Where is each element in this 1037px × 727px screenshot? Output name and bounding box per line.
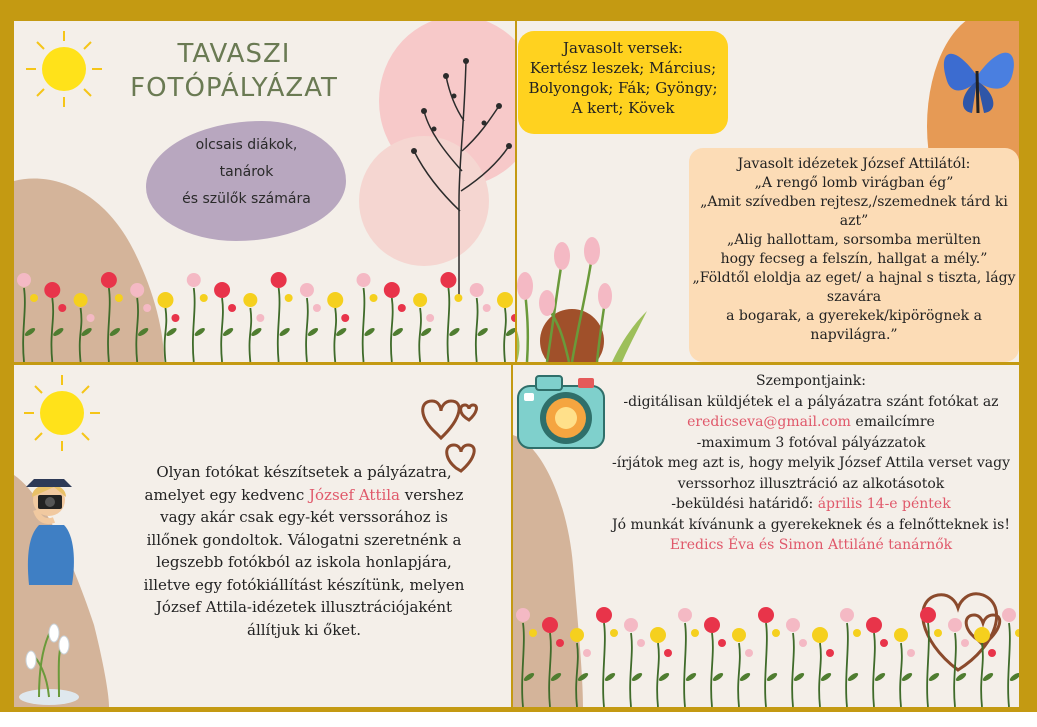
signature: Eredics Éva és Simon Attiláné tanárnők [669, 537, 953, 553]
criteria-text: Szempontjaink: -digitálisan küldjétek el a pályázatra szánt fotókat az eredicseva@gmail.com emailcímre -maximum 3 fotóval pályázzatok -írjátok meg azt is, hogy melyik József Attila verset vagy verssorhoz illusztráció az alkotásotok -beküldési határidő: április 14-e péntek Jó munkát kívánunk a gyerekeknek és a felnőtteknek is! Eredics Éva és Simon Attiláné tanárnők [601, 371, 1019, 556]
panel-title [14, 21, 515, 362]
contest-title: TAVASZI FOTÓPÁLYÁZAT [130, 39, 338, 103]
camera-icon [516, 368, 608, 454]
deadline: április 14-e péntek [817, 496, 951, 512]
tulips-icon [517, 231, 667, 362]
panel-description [14, 365, 511, 707]
snowdrop-icon [19, 615, 84, 705]
contact-email[interactable]: eredicseva@gmail.com [687, 414, 851, 430]
flowers-icon [513, 597, 1019, 707]
photographer-icon [14, 465, 84, 595]
suggested-poems: Javasolt versek: Kertész leszek; Március; Bolyongok; Fák; Gyöngy; A kert; Kövek [528, 39, 718, 117]
sun-icon [22, 373, 102, 453]
panel-criteria [513, 365, 1019, 707]
poet-name: József Attila [309, 485, 401, 504]
panel-suggestions [517, 21, 1019, 362]
suggested-quotes: Javasolt idézetek József Attilától: „A rengő lomb virágban ég” „Amit szívedben rejtesz,/szemednek tárd ki azt” „Alig hallottam, sorsomba merülten hogy fecseg a felszín, hallgat a mély.” „Földtől eloldja az eget/ a hajnal s tiszta, lágy szavára a bogarak, a gyerekek/kipörögnek a napvilágra.” [692, 156, 1016, 343]
audience-text: olcsais diákok, tanárok és szülők számára [182, 137, 311, 207]
butterfly-icon [932, 31, 1019, 121]
flowers-icon [14, 262, 515, 362]
sun-icon [24, 29, 104, 109]
description-text: Olyan fotókat készítsetek a pályázatra, amelyet egy kedvenc József Attila vershez vagy akár csak egy-két verssorához is illőnek gondoltok. Válogatni szeretnénk a legszebb fotókból az iskola honlapjára, illetve egy fotókiállítást készítünk, melyen József Attila-idézetek illusztrációjaként állítjuk ki őket. [143, 463, 465, 639]
